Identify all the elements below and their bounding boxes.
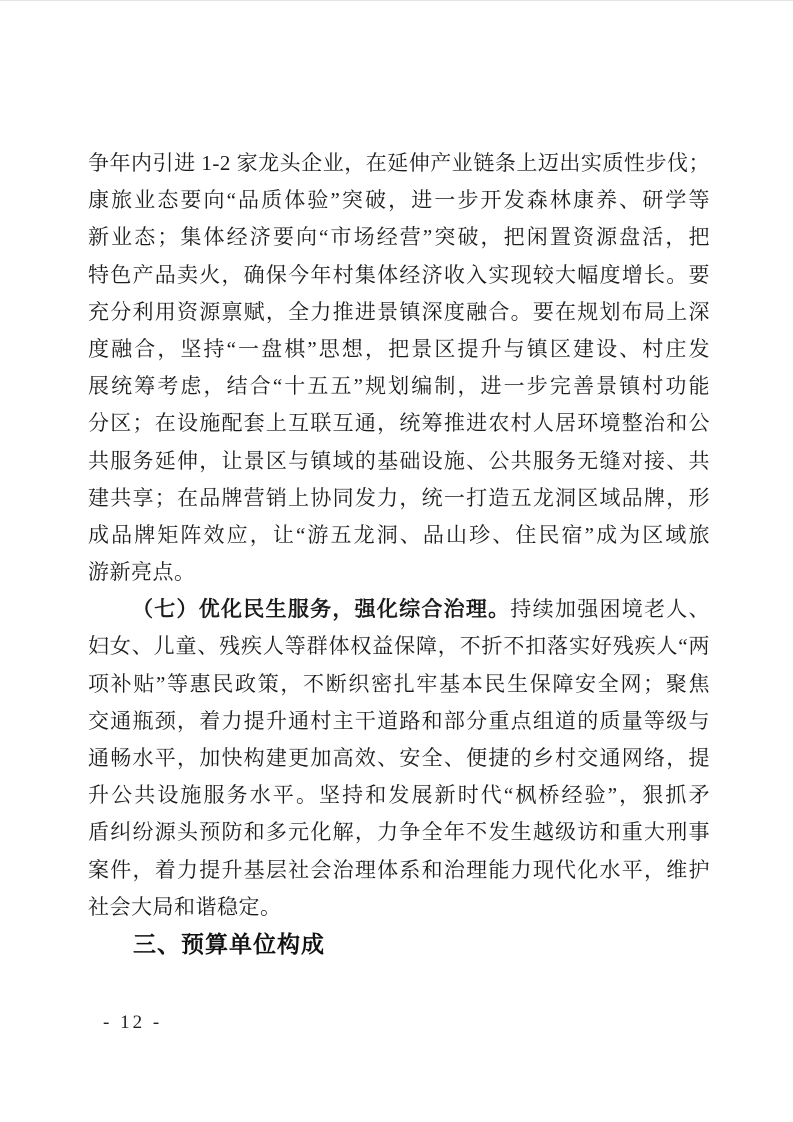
body-line: 交通瓶颈，着力提升通村主干道路和部分重点组道的质量等级与 xyxy=(88,708,710,733)
body-line: 度融合，坚持“一盘棋”思想，把景区提升与镇区建设、村庄发 xyxy=(88,336,710,361)
body-line: 建共享；在品牌营销上协同发力，统一打造五龙洞区域品牌，形 xyxy=(88,485,710,510)
body-line: 展统筹考虑，结合“十五五”规划编制，进一步完善景镇村功能 xyxy=(88,374,710,399)
body-line: 康旅业态要向“品质体验”突破，进一步开发森林康养、研学等 xyxy=(88,188,710,213)
body-line: 项补贴”等惠民政策，不断织密扎牢基本民生保障安全网；聚焦 xyxy=(88,671,710,696)
section-7-body-run: 持续加强困境老人、 xyxy=(510,597,711,622)
body-line: 妇女、儿童、残疾人等群体权益保障，不折不扣落实好残疾人“两 xyxy=(88,634,710,659)
body-line: 升公共设施服务水平。坚持和发展新时代“枫桥经验”，狠抓矛 xyxy=(88,783,710,808)
document-body xyxy=(88,145,710,963)
body-line: 案件，着力提升基层社会治理体系和治理能力现代化水平，维护 xyxy=(88,857,710,882)
body-line: 分区；在设施配套上互联互通，统筹推进农村人居环境整治和公 xyxy=(88,411,710,436)
page-number: - 12 - xyxy=(103,1012,163,1033)
body-line: 新业态；集体经济要向“市场经营”突破，把闲置资源盘活，把 xyxy=(88,225,710,250)
body-line-section-start xyxy=(88,591,710,628)
body-line: 共服务延伸，让景区与镇域的基础设施、公共服务无缝对接、共 xyxy=(88,448,710,473)
body-line: 充分利用资源禀赋，全力推进景镇深度融合。要在规划布局上深 xyxy=(88,299,710,324)
body-line: 特色产品卖火，确保今年村集体经济收入实现较大幅度增长。要 xyxy=(88,262,710,287)
body-line-paragraph-end: 游新亮点。 xyxy=(88,560,196,585)
body-line: 通畅水平，加快构建更加高效、安全、便捷的乡村交通网络，提 xyxy=(88,746,710,770)
body-line: 争年内引进 1-2 家龙头企业，在延伸产业链条上迈出实质性步伐； xyxy=(88,151,710,175)
section-7-heading-run: （七）优化民生服务，强化综合治理。 xyxy=(132,597,511,622)
section-3-heading: 三、预算单位构成 xyxy=(133,930,325,957)
body-line: 盾纠纷源头预防和多元化解，力争全年不发生越级访和重大刑事 xyxy=(88,820,710,845)
body-line: 成品牌矩阵效应，让“游五龙洞、品山珍、住民宿”成为区域旅 xyxy=(88,522,710,547)
body-line-paragraph-end: 社会大局和谐稳定。 xyxy=(88,894,282,919)
